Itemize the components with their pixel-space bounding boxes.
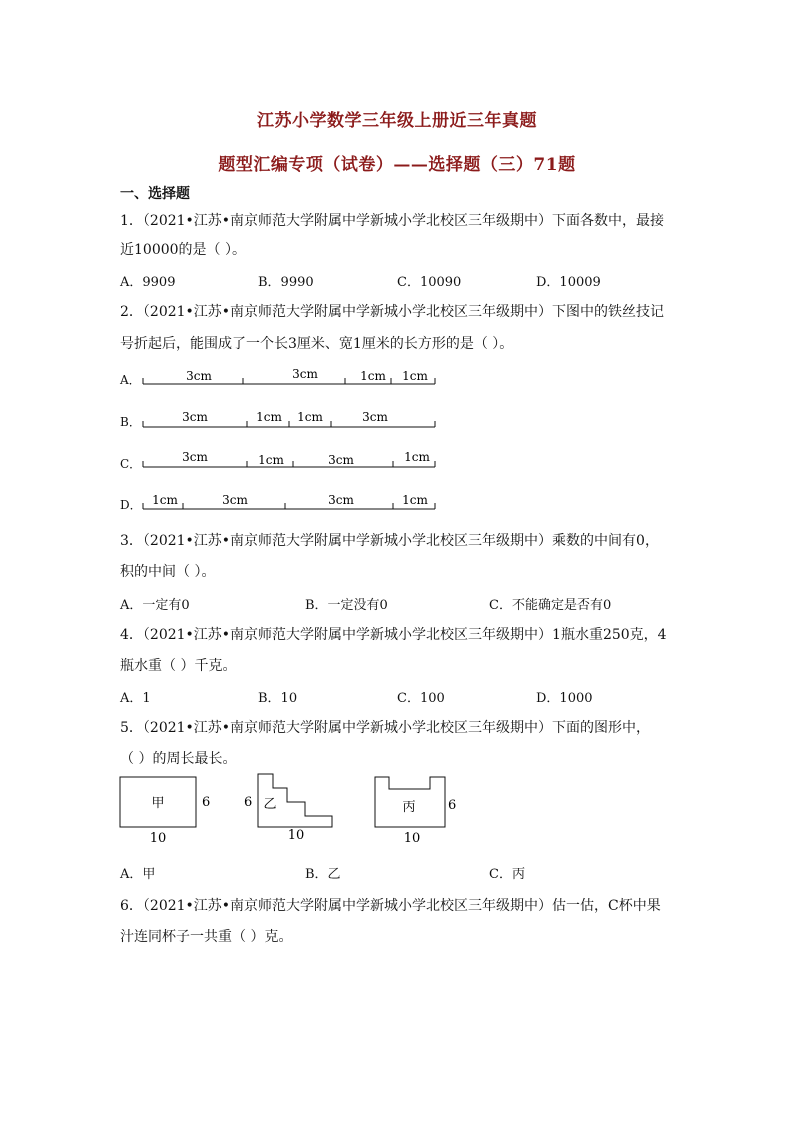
question-4-line1: 4．（2021•江苏•南京师范大学附属中学新城小学北校区三年级期中）1瓶水重250克，4 bbox=[120, 627, 667, 643]
q1-option-a: A．9909 bbox=[120, 275, 176, 290]
q2-d-seg-3: 3cm bbox=[328, 493, 354, 507]
q2-option-b-label: B． bbox=[120, 415, 141, 429]
figure-bing-height: 6 bbox=[448, 798, 457, 813]
q2-a-seg-4: 1cm bbox=[402, 369, 428, 383]
q2-d-seg-4: 1cm bbox=[402, 493, 428, 507]
q2-a-seg-2: 3cm bbox=[292, 367, 318, 381]
q2-wire-d bbox=[135, 487, 445, 517]
q2-wire-c bbox=[135, 445, 445, 475]
figure-bing-label: 丙 bbox=[402, 800, 416, 815]
q3-option-c: C．不能确定是否有0 bbox=[489, 598, 612, 613]
q2-b-seg-4: 3cm bbox=[362, 410, 388, 424]
q5-option-c: C．丙 bbox=[489, 867, 525, 882]
question-3-line2: 积的中间（ ）。 bbox=[120, 564, 216, 580]
q1-option-c: C．10090 bbox=[397, 275, 462, 290]
question-5-line2: （ ）的周长最长。 bbox=[120, 751, 237, 767]
figure-jia-label: 甲 bbox=[151, 796, 165, 811]
figure-jia-height: 6 bbox=[202, 795, 211, 810]
q2-wire-b bbox=[135, 403, 445, 433]
q2-option-a-label: A． bbox=[120, 373, 141, 387]
q2-a-seg-3: 1cm bbox=[360, 369, 386, 383]
q4-option-b: B．10 bbox=[258, 691, 298, 706]
question-1-line1: 1．（2021•江苏•南京师范大学附属中学新城小学北校区三年级期中）下面各数中，最接 bbox=[120, 213, 665, 229]
q2-c-seg-4: 1cm bbox=[404, 450, 430, 464]
figure-yi-label: 乙 bbox=[263, 797, 277, 812]
question-4-line2: 瓶水重（ ）千克。 bbox=[120, 658, 237, 674]
q2-d-seg-2: 3cm bbox=[222, 493, 248, 507]
q3-option-a: A．一定有0 bbox=[120, 598, 190, 613]
q2-b-seg-2: 1cm bbox=[256, 410, 282, 424]
q1-option-b: B．9990 bbox=[258, 275, 314, 290]
question-2-line2: 号折起后，能围成了一个长3厘米、宽1厘米的长方形的是（ ）。 bbox=[120, 336, 514, 352]
question-2-line1: 2．（2021•江苏•南京师范大学附属中学新城小学北校区三年级期中）下图中的铁丝技记 bbox=[120, 304, 665, 320]
question-3-line1: 3．（2021•江苏•南京师范大学附属中学新城小学北校区三年级期中）乘数的中间有0， bbox=[120, 533, 659, 549]
figure-yi-height: 6 bbox=[244, 795, 253, 810]
q2-c-seg-3: 3cm bbox=[328, 453, 354, 467]
q2-c-seg-2: 1cm bbox=[258, 453, 284, 467]
q4-option-c: C．100 bbox=[397, 691, 445, 706]
question-6-line2: 汁连同杯子一共重（ ）克。 bbox=[120, 929, 293, 945]
question-5-line1: 5．（2021•江苏•南京师范大学附属中学新城小学北校区三年级期中）下面的图形中， bbox=[120, 720, 651, 736]
figure-bing-width: 10 bbox=[403, 831, 421, 846]
figure-yi-width: 10 bbox=[287, 828, 305, 843]
q2-a-seg-1: 3cm bbox=[186, 369, 212, 383]
q5-option-b: B．乙 bbox=[305, 867, 341, 882]
figure-jia-width: 10 bbox=[149, 831, 167, 846]
q5-figures bbox=[110, 770, 470, 850]
q3-option-b: B．一定没有0 bbox=[305, 598, 388, 613]
q2-b-seg-1: 3cm bbox=[182, 410, 208, 424]
document-title: 江苏小学数学三年级上册近三年真题 bbox=[257, 111, 537, 131]
q5-option-a: A．甲 bbox=[120, 867, 156, 882]
q2-d-seg-1: 1cm bbox=[152, 493, 178, 507]
q2-option-c-label: C． bbox=[120, 457, 142, 471]
section-heading: 一、选择题 bbox=[120, 186, 190, 202]
question-6-line1: 6．（2021•江苏•南京师范大学附属中学新城小学北校区三年级期中）估一估，C杯中果 bbox=[120, 898, 661, 914]
question-1-line2: 近10000的是（ ）。 bbox=[120, 242, 246, 258]
q2-b-seg-3: 1cm bbox=[297, 410, 323, 424]
document-subtitle: 题型汇编专项（试卷）——选择题（三）71题 bbox=[218, 155, 576, 175]
q2-option-d-label: D． bbox=[120, 498, 142, 512]
q4-option-d: D．1000 bbox=[536, 691, 593, 706]
q1-option-d: D．10009 bbox=[536, 275, 601, 290]
q2-wire-a bbox=[135, 362, 445, 392]
q2-c-seg-1: 3cm bbox=[182, 450, 208, 464]
q4-option-a: A．1 bbox=[120, 691, 151, 706]
